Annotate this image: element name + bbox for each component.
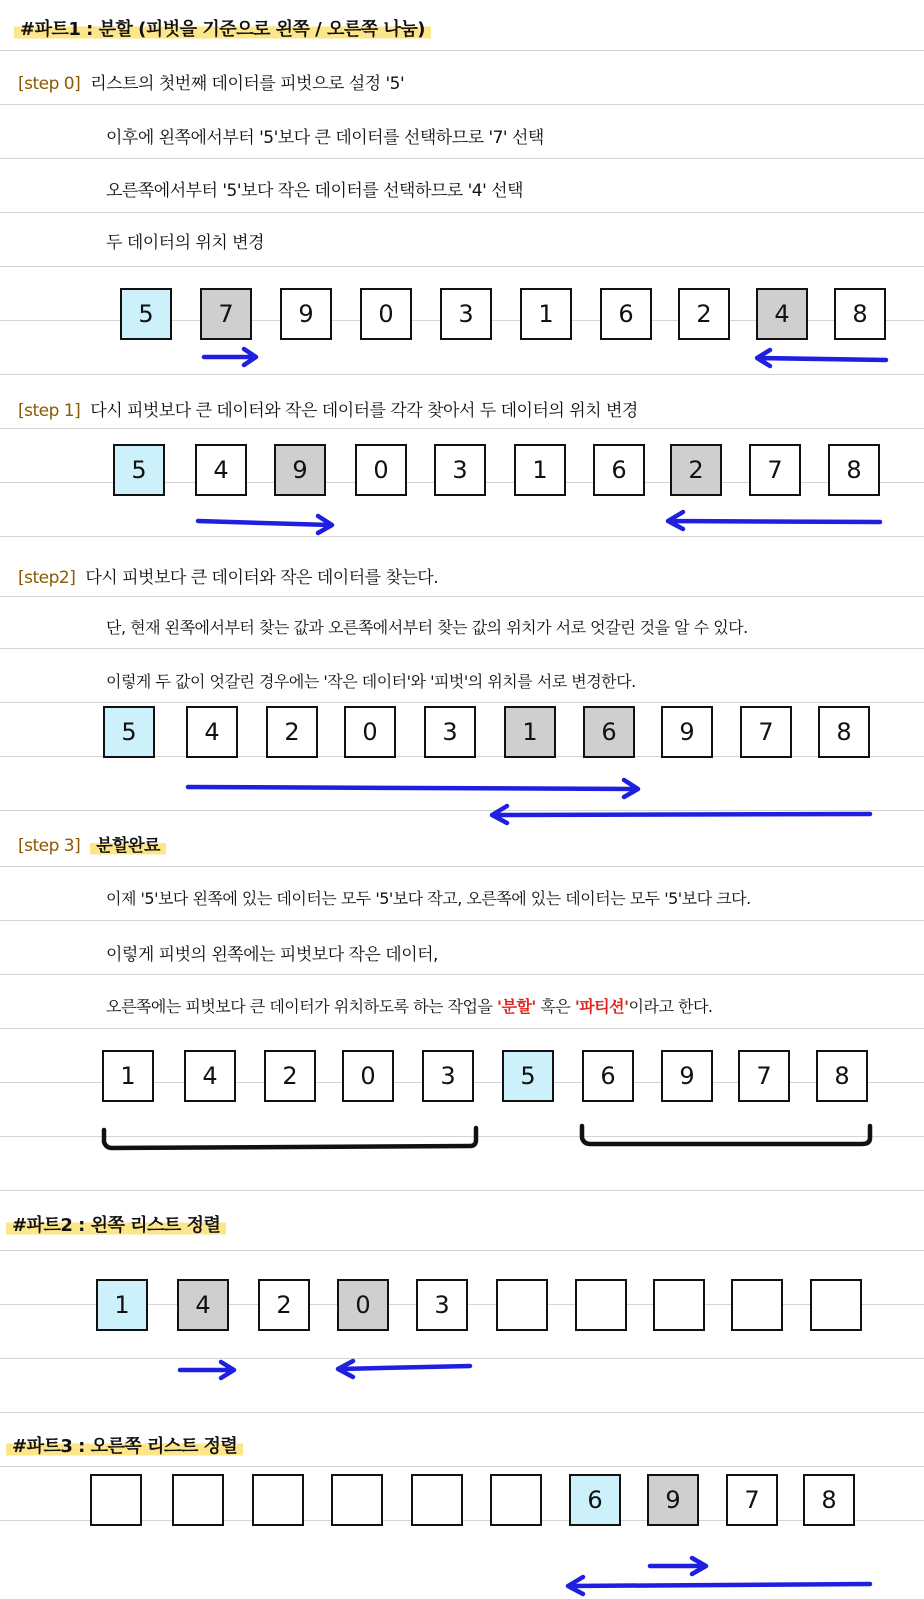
array-cell: 6 [582, 1050, 634, 1102]
step0-line2: 이후에 왼쪽에서부터 '5'보다 큰 데이터를 선택하므로 '7' 선택 [106, 128, 544, 148]
step3-title: 분할완료 [90, 836, 166, 856]
array-cell: 8 [803, 1474, 855, 1526]
array-cell: 3 [434, 444, 486, 496]
array-cell: 6 [583, 706, 635, 758]
array-cell: 4 [186, 706, 238, 758]
array-cell: 0 [342, 1050, 394, 1102]
right-arrow-icon [204, 349, 256, 365]
right-arrow-icon [180, 1362, 234, 1378]
array-cell: 6 [569, 1474, 621, 1526]
array-cell: 2 [266, 706, 318, 758]
step1-line1: [step 1] 다시 피벗보다 큰 데이터와 작은 데이터를 각각 찾아서 두 데이터의 위치 변경 [18, 401, 638, 421]
array-cell: 6 [600, 288, 652, 340]
array-cell: 3 [416, 1279, 468, 1331]
array-cell: 1 [96, 1279, 148, 1331]
array-cell: 4 [195, 444, 247, 496]
step2-line3: 이렇게 두 값이 엇갈린 경우에는 '작은 데이터'와 '피벗'의 위치를 서로 변경한다. [106, 672, 636, 691]
array-cell: 7 [200, 288, 252, 340]
array-cell: 4 [184, 1050, 236, 1102]
array-cell: 5 [502, 1050, 554, 1102]
step2-label: [step2] [18, 568, 76, 588]
array-cell: 0 [355, 444, 407, 496]
array-cell: 8 [818, 706, 870, 758]
array-cell: 4 [177, 1279, 229, 1331]
part2-title: #파트2 : 왼쪽 리스트 정렬 [6, 1211, 226, 1237]
partition-term: '파티션' [574, 997, 629, 1016]
array-cell: 0 [360, 288, 412, 340]
left-arrow-icon [568, 1577, 870, 1594]
array-cell: 2 [670, 444, 722, 496]
array-cell: 5 [103, 706, 155, 758]
right-arrow-icon [198, 516, 332, 533]
array-cell: 7 [738, 1050, 790, 1102]
array-cell: 8 [834, 288, 886, 340]
array-cell: 6 [593, 444, 645, 496]
array-cell: 8 [828, 444, 880, 496]
array-cell: 5 [113, 444, 165, 496]
step0-line3: 오른쪽에서부터 '5'보다 작은 데이터를 선택하므로 '4' 선택 [106, 181, 524, 201]
bracket-right-group [582, 1126, 870, 1144]
array-cell: 3 [424, 706, 476, 758]
part3-title: #파트3 : 오른쪽 리스트 정렬 [6, 1432, 243, 1458]
array-cell: 8 [816, 1050, 868, 1102]
part1-title: #파트1 : 분할 (피벗을 기준으로 왼쪽 / 오른쪽 나눔) [14, 15, 431, 41]
array-cell: 1 [514, 444, 566, 496]
array-cell: 0 [337, 1279, 389, 1331]
array-cell: 7 [726, 1474, 778, 1526]
left-arrow-icon [668, 512, 880, 529]
step2-line2: 단, 현재 왼쪽에서부터 찾는 값과 오른쪽에서부터 찾는 값의 위치가 서로 엇갈린 것을 알 수 있다. [106, 618, 748, 637]
step3-line2: 이렇게 피벗의 왼쪽에는 피벗보다 작은 데이터, [106, 945, 438, 965]
right-arrow-icon [188, 780, 638, 797]
step1-label: [step 1] [18, 401, 81, 421]
array-cell: 5 [120, 288, 172, 340]
array-cell: 3 [440, 288, 492, 340]
array-cell: 9 [274, 444, 326, 496]
step3-line1: 이제 '5'보다 왼쪽에 있는 데이터는 모두 '5'보다 작고, 오른쪽에 있는 데이터는 모두 '5'보다 크다. [106, 889, 751, 908]
array-cell: 1 [520, 288, 572, 340]
array-cell: 7 [740, 706, 792, 758]
left-arrow-icon [492, 806, 870, 823]
left-arrow-icon [338, 1361, 470, 1377]
step0-label: [step 0] [18, 74, 81, 94]
step3-label: [step 3] [18, 836, 81, 856]
step0-line1: [step 0] 리스트의 첫번째 데이터를 피벗으로 설정 '5' [18, 74, 405, 94]
array-cell: 1 [504, 706, 556, 758]
step3-line3: 오른쪽에는 피벗보다 큰 데이터가 위치하도록 하는 작업을 '분할' 혹은 '파티션'이라고 한다. [106, 997, 713, 1016]
array-cell: 9 [661, 706, 713, 758]
array-cell: 2 [258, 1279, 310, 1331]
bracket-left-group [104, 1128, 476, 1148]
step2-line1: [step2] 다시 피벗보다 큰 데이터와 작은 데이터를 찾는다. [18, 568, 439, 588]
array-cell: 2 [264, 1050, 316, 1102]
array-cell: 2 [678, 288, 730, 340]
step0-line4: 두 데이터의 위치 변경 [106, 233, 265, 253]
array-cell: 3 [422, 1050, 474, 1102]
array-cell: 9 [280, 288, 332, 340]
array-cell: 9 [661, 1050, 713, 1102]
array-cell: 4 [756, 288, 808, 340]
array-cell: 1 [102, 1050, 154, 1102]
array-cell: 7 [749, 444, 801, 496]
left-arrow-icon [757, 350, 886, 366]
array-cell: 9 [647, 1474, 699, 1526]
right-arrow-icon [650, 1558, 706, 1574]
partition-term: '분할' [497, 997, 536, 1016]
array-cell: 0 [344, 706, 396, 758]
